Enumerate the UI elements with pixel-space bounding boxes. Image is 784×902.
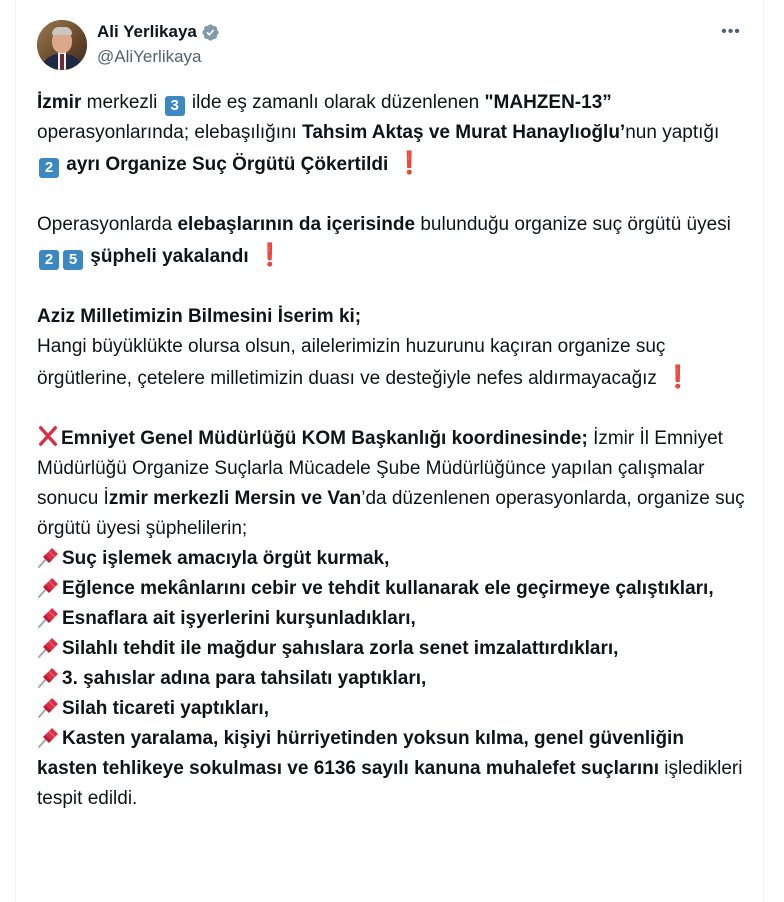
avatar-hair: [52, 27, 72, 35]
list-item: [37, 544, 747, 574]
text: ilde eş zamanlı olarak düzenlenen: [186, 92, 485, 113]
text-bold: elebaşlarının da içerisinde: [177, 214, 416, 235]
pushpin-icon: [37, 725, 61, 749]
keycap-2-icon: 2: [39, 158, 59, 178]
text-bold: Emniyet Genel Müdürlüğü KOM Başkanlığı koordinesinde;: [61, 428, 588, 449]
text-bold: Tahsim Aktaş ve Murat Hanaylıoğlu’: [302, 122, 626, 143]
list-item-text: Suç işlemek amacıyla örgüt kurmak,: [62, 548, 390, 569]
pushpin-icon: [37, 605, 61, 629]
pushpin-icon: [37, 635, 61, 659]
paragraph-headline: [37, 148, 747, 180]
list-item-text: Silah ticareti yaptıkları,: [62, 698, 269, 719]
verified-badge-icon[interactable]: [201, 23, 220, 42]
pushpin-icon: [37, 665, 61, 689]
list-item-text: Esnaflara ait işyerlerini kurşunladıkları,: [62, 608, 416, 629]
avatar[interactable]: [37, 20, 87, 70]
list-item-text: Kasten yaralama, kişiyi hürriyetinden yoksun kılma, genel güvenliğin kasten tehlikeye sokulması ve 6136 sayılı kanuna muhalefet suçlarını: [37, 728, 684, 779]
text: Operasyonlarda: [37, 214, 178, 235]
text: ’da düzenlenen operasyonlarda, organize suç örgütü üyesi şüphelilerin;: [37, 488, 745, 539]
author-display-name[interactable]: Ali Yerlikaya: [97, 22, 197, 41]
tweet-header: [37, 20, 743, 72]
list-item: [37, 574, 747, 604]
keycap-3-icon: 3: [165, 96, 185, 116]
text: nun yaptığı: [625, 122, 720, 143]
text-bold: şüpheli yakalandı: [85, 246, 254, 267]
text-bold: İzmir: [37, 92, 82, 113]
list-item: [37, 724, 747, 814]
text: merkezli: [81, 92, 163, 113]
tweet-text: [37, 88, 747, 814]
text: İzmir İl Emniyet Müdürlüğü Organize Suçlarla Mücadele Şube Müdürlüğünce yapılan çalışmalar sonucu İ: [37, 428, 723, 509]
more-icon: •••: [721, 23, 741, 40]
author-handle[interactable]: @AliYerlikaya: [97, 47, 202, 66]
cross-mark-icon: [37, 425, 59, 447]
avatar-tie: [60, 54, 64, 70]
exclamation-icon: ❗: [664, 364, 692, 389]
text-bold: zmir merkezli Mersin ve Van: [108, 488, 362, 509]
list-item: [37, 634, 747, 664]
keycap-5-icon: 5: [63, 250, 83, 270]
paragraph-suspects: [37, 210, 747, 272]
paragraph-intro: [37, 88, 747, 148]
author-info: [97, 20, 220, 67]
list-item-text: Eğlence mekânlarını cebir ve tehdit kullanarak ele geçirmeye çalıştıkları,: [62, 578, 714, 599]
pushpin-icon: [37, 545, 61, 569]
text-bold: ayrı Organize Suç Örgütü Çökertildi: [61, 154, 394, 175]
pushpin-icon: [37, 575, 61, 599]
statement-heading: Aziz Milletimizin Bilmesini İserim ki;: [37, 306, 362, 327]
text-bold: "MAHZEN-13”: [484, 92, 612, 113]
text: Hangi büyüklükte olursa olsun, ailelerimizin huzurunu kaçıran organize suç örgütlerine, çetelere milletimizin duası ve desteğiyle nefes aldırmayacağız: [37, 336, 666, 389]
exclamation-icon: ❗: [255, 242, 284, 267]
text: operasyonlarında; elebaşılığını: [37, 122, 303, 143]
paragraph-statement: [37, 302, 747, 394]
pushpin-icon: [37, 695, 61, 719]
list-item: [37, 694, 747, 724]
list-item-text: Silahlı tehdit ile mağdur şahıslara zorla senet imzalattırdıkları,: [62, 638, 619, 659]
exclamation-icon: ❗: [395, 150, 423, 175]
charges-list: [37, 544, 747, 814]
text: bulunduğu organize suç örgütü üyesi: [415, 214, 731, 235]
paragraph-details: [37, 424, 747, 544]
list-item-text: 3. şahıslar adına para tahsilatı yaptıkları,: [62, 668, 427, 689]
list-item-tail: işledikleri tespit edildi.: [37, 758, 743, 809]
list-item: [37, 604, 747, 634]
list-item: [37, 664, 747, 694]
more-options-button[interactable]: [719, 20, 743, 44]
tweet-card: [15, 0, 764, 902]
keycap-2-icon: 2: [39, 250, 59, 270]
